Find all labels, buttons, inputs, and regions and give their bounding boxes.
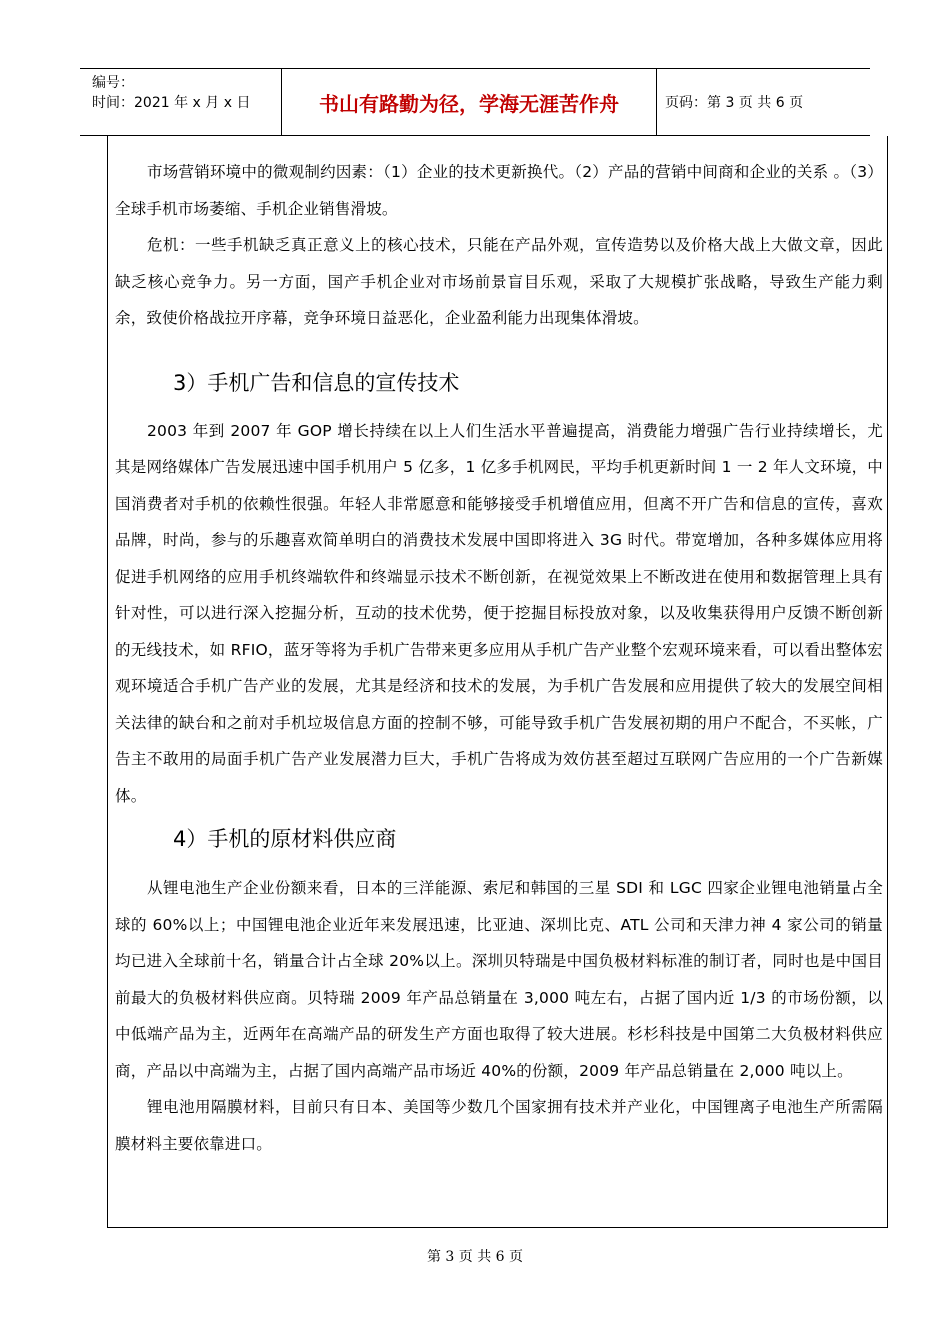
number-label: 编号： — [92, 75, 134, 91]
motto: 书山有路勤为径，学海无涯苦作舟 — [282, 69, 657, 135]
paragraph-advertising: 2003 年到 2007 年 GOP 增长持续在以上人们生活水平普遍提高，消费能力增强广告行业持续增长，尤其是网络媒体广告发展迅速中国手机用户 5 亿多，1 亿多手机网民，平均手机更新时间 1 一 2 年人文环境，中国消费者对手机的依赖性很强。年轻人非常愿意和能够接受手机增值应用，但离不开广告和信息的宣传，喜欢品牌，时尚，参与的乐趣喜欢简单明白的消费技术发展中国即将进入 3G 时代。带宽增加，各种多媒体应用将促进手机网络的应用手机终端软件和终端显示技术不断创新，在视觉效果上不断改进在使用和数据管理上具有针对性，可以进行深入挖掘分析，互动的技术优势，便于挖掘目标投放对象，以及收集获得用户反馈不断创新的无线技术，如 RFIO，蓝牙等将为手机广告带来更多应用从手机广告产业整个宏观环境来看，可以看出整体宏观环境适合手机广告产业的发展，尤其是经济和技术的发展，为手机广告发展和应用提供了较大的发展空间相关法律的缺台和之前对手机垃圾信息方面的控制不够，可能导致手机广告发展初期的用户不配合，不买帐，广告主不敢用的局面手机广告产业发展潜力巨大，手机广告将成为效仿甚至超过互联网广告应用的一个广告新媒体。 — [115, 421, 883, 805]
section-heading-4: 4）手机的原材料供应商 — [173, 827, 397, 851]
paragraph-separator-material: 锂电池用隔膜材料，目前只有日本、美国等少数几个国家拥有技术并产业化，中国锂离子电池生产所需隔膜材料主要依靠进口。 — [115, 1098, 883, 1153]
document-body — [115, 154, 883, 1162]
header-meta — [80, 69, 282, 135]
section-heading-3: 3）手机广告和信息的宣传技术 — [173, 370, 460, 395]
page-label: 页码：第 3 页 共 6 页 — [665, 95, 804, 111]
page-footer: 第 3 页 共 6 页 — [426, 1249, 524, 1265]
paragraph-micro-factors: 市场营销环境中的微观制约因素：（1）企业的技术更新换代。（2）产品的营销中间商和企业的关系 。（3）全球手机市场萎缩、手机企业销售滑坡。 — [115, 163, 883, 218]
time-label: 时间：2021 年 x 月 x 日 — [92, 95, 251, 111]
paragraph-battery-suppliers: 从锂电池生产企业份额来看，日本的三洋能源、索尼和韩国的三星 SDI 和 LGC 四家企业锂电池销量占全球的 60%以上；中国锂电池企业近年来发展迅速，比亚迪、深圳比克、ATL 公司和天津力神 4 家公司的销量均已进入全球前十名，销量合计占全球 20%以上。深圳贝特瑞是中国负极材料标准的制订者，同时也是中国目前最大的负极材料供应商。贝特瑞 2009 年产品总销量在 3,000 吨左右，占据了国内近 1/3 的市场份额，以中低端产品为主，近两年在高端产品的研发生产方面也取得了较大进展。杉杉科技是中国第二大负极材料供应商，产品以中高端为主，占据了国内高端产品市场近 40%的份额，2009 年产品总销量在 2,000 吨以上。 — [115, 879, 883, 1080]
page-header — [80, 68, 870, 136]
paragraph-crisis: 危机：一些手机缺乏真正意义上的核心技术，只能在产品外观，宣传造势以及价格大战上大做文章，因此缺乏核心竞争力。另一方面，国产手机企业对市场前景盲目乐观，采取了大规模扩张战略，导致生产能力剩余，致使价格战拉开序幕，竞争环境日益恶化，企业盈利能力出现集体滑坡。 — [115, 236, 883, 327]
